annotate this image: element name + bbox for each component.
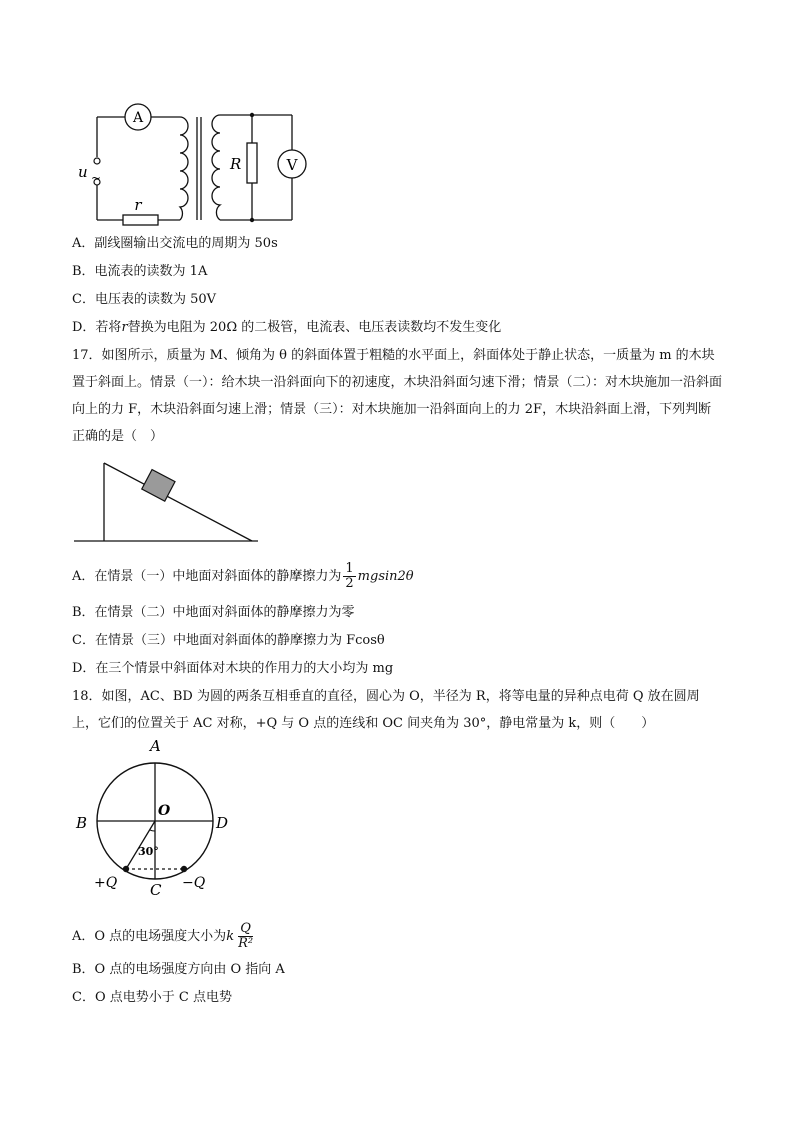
- point-a-label: A: [150, 737, 161, 755]
- q17-option-a: [72, 562, 414, 591]
- wood-block-icon: [142, 470, 175, 502]
- q16-option-d-pre: D．若将: [72, 320, 122, 335]
- plus-charge-dot: [123, 866, 129, 872]
- q17-stem: 17．如图所示，质量为 M、倾角为 θ 的斜面体置于粗糙的水平面上，斜面体处于静止状态，一质量为 m 的木块置于斜面上。情景（一）：给木块一沿斜面向下的初速度，木块沿斜面匀速下滑；情景（二）：对木块施加一沿斜面向上的力 F，木块沿斜面匀速上滑；情景（三）：对木块施加一沿斜面向上的力 2F，木块沿斜面上滑，下列判断正确的是（ ）: [72, 348, 723, 444]
- q17-option-b: B．在情景（二）中地面对斜面体的静摩擦力为零: [72, 605, 355, 620]
- q18-option-b: B．O 点的电场强度方向由 O 指向 A: [72, 962, 285, 977]
- q17-option-a-num: 1: [345, 561, 354, 576]
- point-b-label: B: [76, 814, 88, 832]
- q18-option-a-den: R²: [238, 936, 254, 951]
- resistor-R-label: R: [230, 155, 242, 173]
- q17-option-d: D．在三个情景中斜面体对木块的作用力的大小均为 mg: [72, 661, 394, 676]
- voltmeter-label: V: [286, 156, 298, 174]
- q16-option-d-var: r: [121, 320, 128, 335]
- q16-option-a: A．副线圈输出交流电的周期为 50s: [72, 236, 278, 251]
- q16-option-b: B．电流表的读数为 1A: [72, 264, 208, 279]
- minus-q-label: −Q: [182, 875, 206, 891]
- transformer-circuit-figure: [70, 95, 330, 230]
- q18-option-a: [72, 922, 257, 951]
- q17-option-a-den: 2: [345, 576, 354, 591]
- angle-label: 30°: [138, 845, 159, 858]
- point-d-label: D: [216, 814, 229, 832]
- q18-option-c: C．O 点电势小于 C 点电势: [72, 990, 232, 1005]
- circle-charges-figure: [70, 735, 250, 900]
- source-u-label: u: [78, 163, 88, 181]
- q16-option-d: [72, 318, 501, 338]
- q16-option-d-post: 替换为电阻为 20Ω 的二极管，电流表、电压表读数均不发生变化: [127, 320, 502, 335]
- q18-stem: 18．如图，AC、BD 为圆的两条互相垂直的直径，圆心为 O，半径为 R，将等电量的异种点电荷 Q 放在圆周上，它们的位置关于 AC 对称，+Q 与 O 点的连线和 OC 间夹角为 30°，静电常量为 k，则（ ）: [72, 689, 700, 731]
- resistor-R-icon: [247, 143, 257, 183]
- q18-option-a-pre: A．O 点的电场强度大小为: [72, 929, 227, 944]
- resistor-r-icon: [123, 215, 158, 225]
- q17-option-a-fraction: [343, 562, 355, 591]
- point-c-label: C: [150, 881, 162, 899]
- point-o-label: O: [158, 803, 171, 819]
- q18-option-a-k: k: [226, 929, 235, 944]
- q17-option-a-post: mgsin2θ: [357, 569, 414, 584]
- incline-figure: [72, 455, 262, 550]
- ammeter-label: A: [132, 110, 144, 126]
- q17-option-c: C．在情景（三）中地面对斜面体的静摩擦力为 Fcosθ: [72, 633, 385, 648]
- q18-option-a-num: Q: [240, 921, 251, 936]
- q17-option-a-pre: A．在情景（一）中地面对斜面体的静摩擦力为: [72, 569, 342, 584]
- q16-option-c: C．电压表的读数为 50V: [72, 292, 217, 307]
- plus-q-label: +Q: [94, 875, 118, 891]
- q18-option-a-fraction: [236, 922, 255, 951]
- minus-charge-dot: [181, 866, 187, 872]
- resistor-r-label: r: [134, 196, 142, 214]
- source-tilde-label: ~: [91, 171, 102, 185]
